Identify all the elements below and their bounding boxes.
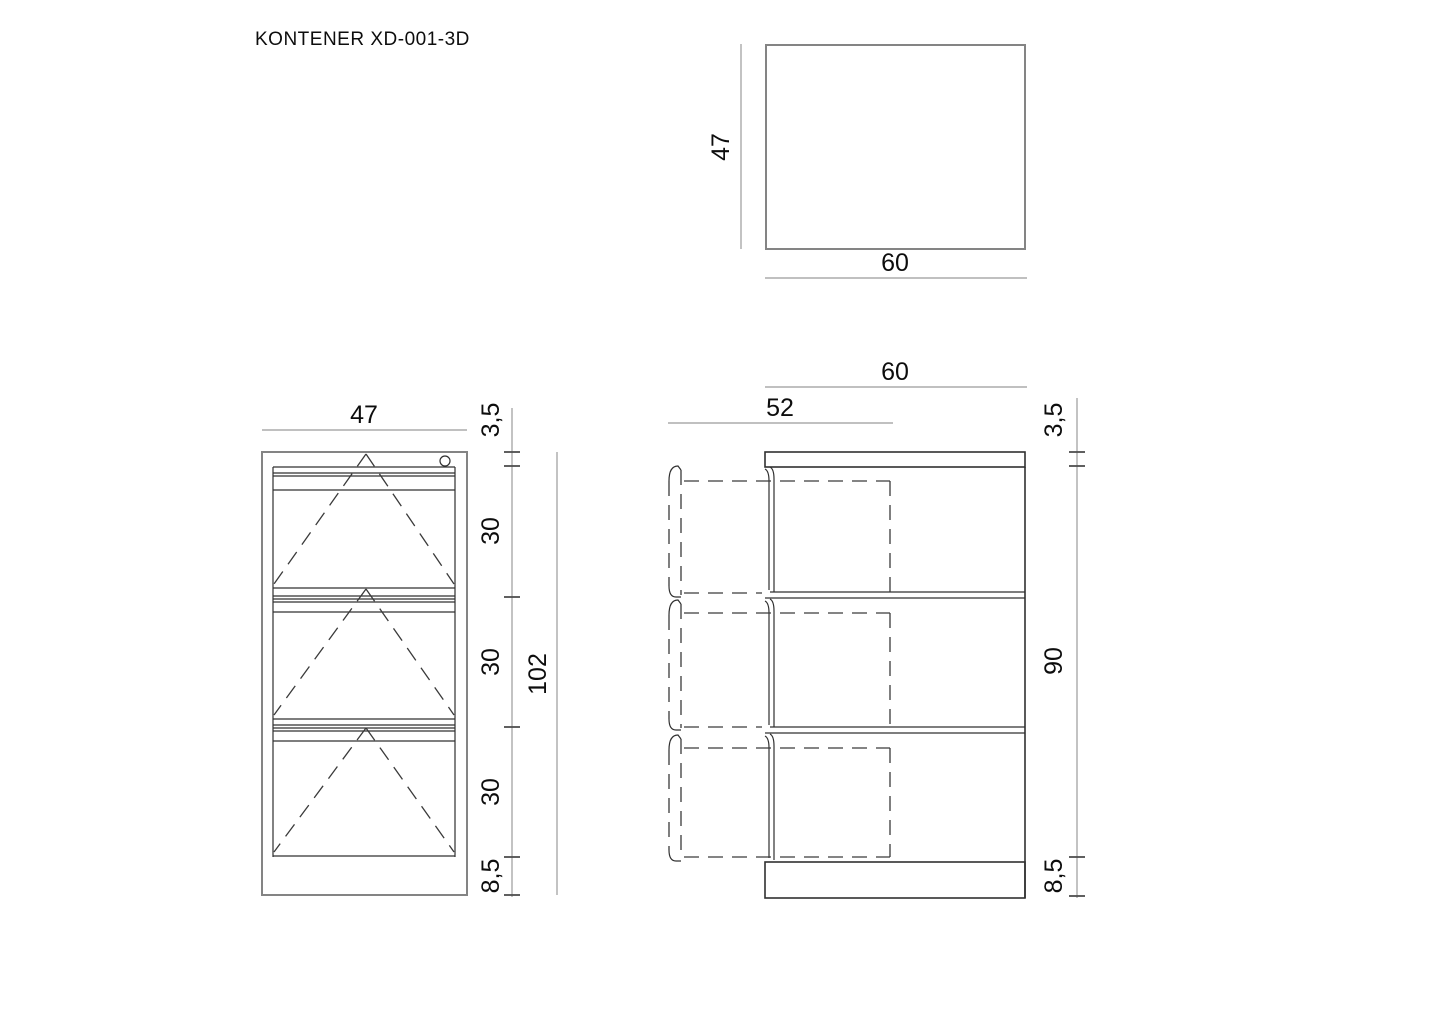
drawing-title: KONTENER XD-001-3D — [255, 29, 470, 50]
side-plinth-label: 8,5 — [1040, 858, 1068, 894]
side-body-height-label: 90 — [1040, 647, 1068, 675]
profile-cap — [669, 719, 681, 730]
front-top-panel-label: 3,5 — [477, 402, 505, 438]
drawer-front-1 — [273, 454, 455, 588]
side-plinth — [765, 862, 1025, 898]
drawer-profile-closed — [770, 734, 774, 860]
top-view-depth-label: 47 — [707, 133, 735, 161]
drawer-box-hidden-lines — [684, 481, 890, 857]
opening-direction-line — [274, 589, 366, 715]
side-view — [668, 358, 1085, 898]
front-plinth-label: 8,5 — [477, 858, 505, 894]
profile-cap — [669, 735, 681, 750]
drawer-profile-closed — [765, 736, 769, 858]
front-width-label: 47 — [350, 401, 378, 429]
profile-cap — [669, 466, 681, 481]
front-drawer3-height-label: 30 — [477, 778, 505, 806]
side-drawer-depth-label: 52 — [766, 394, 794, 422]
profile-cap — [669, 600, 681, 615]
drawer-profile-closed — [770, 599, 774, 727]
opening-direction-line — [366, 589, 454, 715]
opening-direction-line — [366, 728, 454, 852]
front-drawer2-height-label: 30 — [477, 648, 505, 676]
top-view-outline — [766, 45, 1025, 249]
top-view-width-label: 60 — [881, 249, 909, 277]
profile-cap — [669, 586, 681, 597]
front-total-height-label: 102 — [524, 653, 552, 695]
drawer-profile-extended-1 — [669, 466, 681, 597]
front-view-outline — [262, 452, 467, 895]
lock-icon — [440, 456, 450, 466]
front-view — [262, 401, 557, 897]
drawer-profile-closed — [765, 601, 769, 725]
drawer-front-2 — [273, 589, 455, 719]
front-height-chain — [477, 403, 520, 897]
top-view — [707, 44, 1027, 278]
side-width-label: 60 — [881, 358, 909, 386]
drawer-front-3 — [273, 725, 455, 856]
opening-direction-line — [274, 728, 366, 852]
drawer-profile-closed — [765, 469, 769, 590]
drawer-profile-extended-2 — [669, 600, 681, 730]
side-height-chain — [1040, 398, 1085, 898]
side-top-panel — [765, 452, 1025, 467]
drawer-profile-extended-3 — [669, 735, 681, 861]
profile-cap — [669, 850, 681, 861]
drawer-profile-closed — [770, 467, 774, 592]
front-drawer1-height-label: 30 — [477, 517, 505, 545]
side-top-panel-label: 3,5 — [1040, 402, 1068, 438]
